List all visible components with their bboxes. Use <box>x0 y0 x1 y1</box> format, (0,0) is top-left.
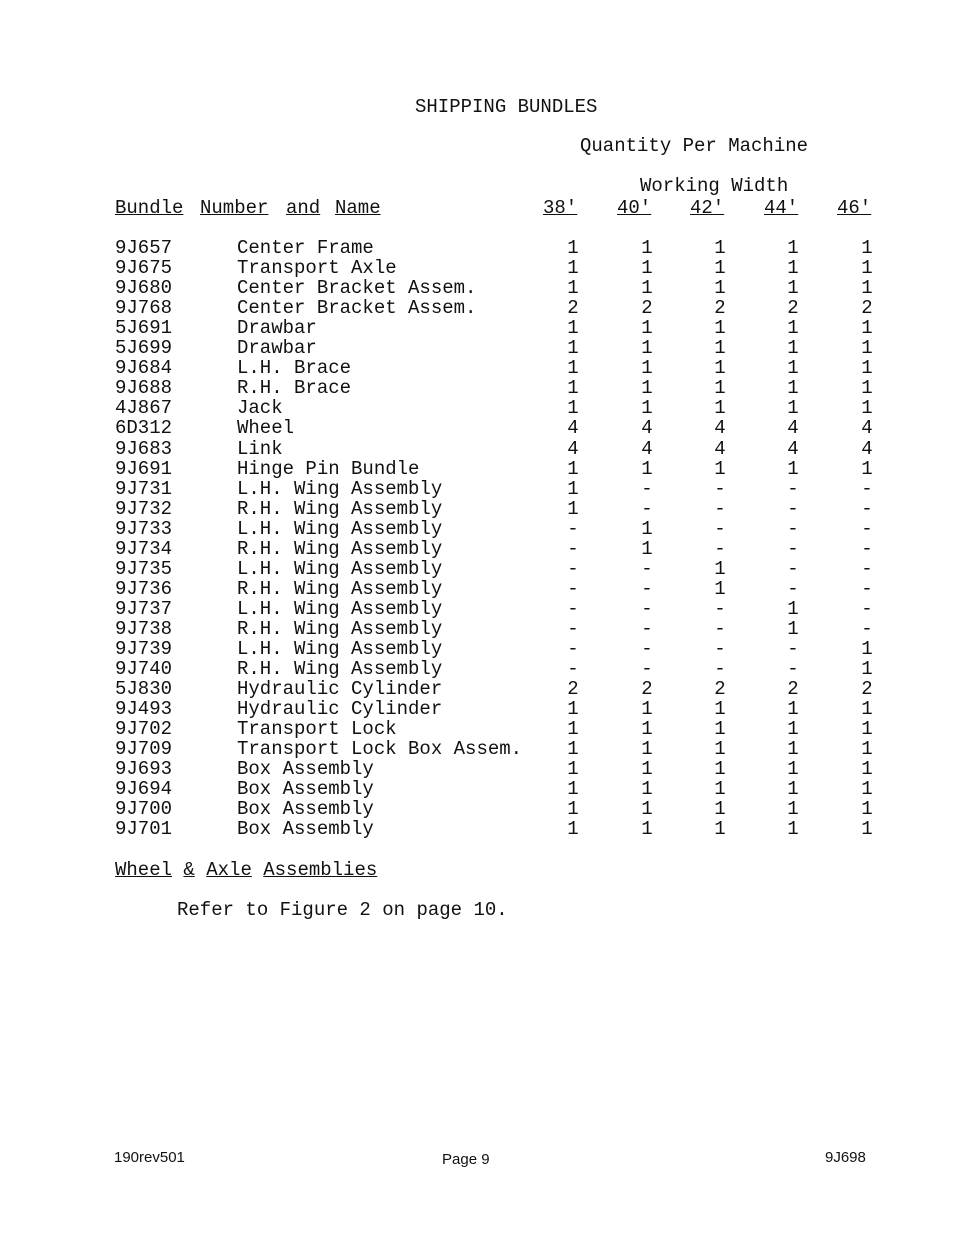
qty-46ft: 1 <box>861 698 873 720</box>
table-row <box>0 378 954 398</box>
qty-46ft: 1 <box>861 718 873 740</box>
qty-42ft: - <box>714 518 726 540</box>
qty-44ft: 1 <box>787 758 799 780</box>
qty-42ft: - <box>714 538 726 560</box>
qty-46ft: 1 <box>861 778 873 800</box>
qty-40ft: 1 <box>641 538 653 560</box>
qty-40ft: 1 <box>641 277 653 299</box>
section-heading <box>115 860 377 880</box>
qty-42ft: 1 <box>714 738 726 760</box>
bundle-number: 9J768 <box>115 297 173 319</box>
bundle-name: L.H. Wing Assembly <box>237 638 443 660</box>
table-row <box>0 579 954 599</box>
bundle-number: 9J736 <box>115 578 173 600</box>
qty-44ft: - <box>787 658 799 680</box>
qty-46ft: 1 <box>861 337 873 359</box>
qty-42ft: 1 <box>714 758 726 780</box>
qty-40ft: - <box>641 638 653 660</box>
qty-42ft: - <box>714 498 726 520</box>
qty-44ft: - <box>787 518 799 540</box>
qty-42ft: 1 <box>714 337 726 359</box>
qty-40ft: 1 <box>641 397 653 419</box>
qty-40ft: 4 <box>641 438 653 460</box>
table-row <box>0 418 954 438</box>
header-and: and <box>286 197 321 219</box>
qty-46ft: 1 <box>861 658 873 680</box>
qty-44ft: 1 <box>787 377 799 399</box>
qty-42ft: 2 <box>714 297 726 319</box>
bundle-name: L.H. Wing Assembly <box>237 598 443 620</box>
bundle-number: 5J699 <box>115 337 173 359</box>
qty-44ft: 1 <box>787 397 799 419</box>
header-width-44: 44' <box>764 197 799 219</box>
qty-46ft: 1 <box>861 357 873 379</box>
bundle-name: Wheel <box>237 417 295 439</box>
qty-42ft: 1 <box>714 558 726 580</box>
table-row <box>0 519 954 539</box>
qty-40ft: - <box>641 478 653 500</box>
qty-46ft: 1 <box>861 638 873 660</box>
qty-44ft: 1 <box>787 798 799 820</box>
qty-44ft: 2 <box>787 678 799 700</box>
footer-part-number: 9J698 <box>825 1149 866 1166</box>
working-width-heading: Working Width <box>640 175 789 197</box>
table-row <box>0 799 954 819</box>
qty-42ft: 2 <box>714 678 726 700</box>
bundle-name: R.H. Wing Assembly <box>237 538 443 560</box>
header-width-42: 42' <box>690 197 725 219</box>
footer-page-number: Page 9 <box>442 1151 490 1168</box>
qty-44ft: 1 <box>787 718 799 740</box>
qty-38ft: 1 <box>567 397 579 419</box>
qty-42ft: - <box>714 618 726 640</box>
section-word-wheel: Wheel <box>115 859 173 881</box>
qty-40ft: 2 <box>641 297 653 319</box>
table-row <box>0 358 954 378</box>
bundle-number: 9J733 <box>115 518 173 540</box>
qty-44ft: 1 <box>787 357 799 379</box>
qty-46ft: 1 <box>861 798 873 820</box>
qty-46ft: - <box>861 478 873 500</box>
bundle-name: Transport Axle <box>237 257 397 279</box>
qty-40ft: 1 <box>641 337 653 359</box>
bundle-number: 9J657 <box>115 237 173 259</box>
qty-40ft: 2 <box>641 678 653 700</box>
table-row <box>0 338 954 358</box>
qty-38ft: 1 <box>567 478 579 500</box>
table-row <box>0 238 954 258</box>
bundle-name: R.H. Wing Assembly <box>237 658 443 680</box>
section-word-amp: & <box>183 859 195 881</box>
qty-42ft: 1 <box>714 237 726 259</box>
qty-46ft: - <box>861 558 873 580</box>
bundle-name: Box Assembly <box>237 798 374 820</box>
bundle-name: L.H. Wing Assembly <box>237 558 443 580</box>
qty-46ft: 4 <box>861 438 873 460</box>
qty-46ft: 1 <box>861 237 873 259</box>
qty-38ft: 1 <box>567 718 579 740</box>
table-row <box>0 318 954 338</box>
qty-38ft: 1 <box>567 277 579 299</box>
table-row <box>0 819 954 839</box>
qty-40ft: 1 <box>641 377 653 399</box>
bundle-name: L.H. Wing Assembly <box>237 478 443 500</box>
qty-40ft: - <box>641 658 653 680</box>
bundle-number: 5J830 <box>115 678 173 700</box>
table-row <box>0 679 954 699</box>
bundle-name: Transport Lock Box Assem. <box>237 738 523 760</box>
qty-46ft: - <box>861 598 873 620</box>
bundle-number: 9J731 <box>115 478 173 500</box>
qty-46ft: 1 <box>861 818 873 840</box>
qty-42ft: 1 <box>714 778 726 800</box>
qty-38ft: - <box>567 558 579 580</box>
bundle-name: L.H. Brace <box>237 357 352 379</box>
table-row <box>0 278 954 298</box>
qty-40ft: - <box>641 578 653 600</box>
bundle-name: R.H. Wing Assembly <box>237 618 443 640</box>
bundle-number: 9J701 <box>115 818 173 840</box>
bundle-number: 5J691 <box>115 317 173 339</box>
header-width-46: 46' <box>837 197 872 219</box>
qty-38ft: 1 <box>567 758 579 780</box>
qty-42ft: 1 <box>714 377 726 399</box>
bundle-number: 9J709 <box>115 738 173 760</box>
qty-44ft: - <box>787 558 799 580</box>
qty-44ft: 1 <box>787 337 799 359</box>
bundle-number: 9J684 <box>115 357 173 379</box>
table-row <box>0 398 954 418</box>
table-row <box>0 659 954 679</box>
qty-38ft: 1 <box>567 257 579 279</box>
bundle-number: 9J700 <box>115 798 173 820</box>
qty-38ft: 2 <box>567 297 579 319</box>
bundle-name: Jack <box>237 397 283 419</box>
table-row <box>0 439 954 459</box>
qty-40ft: 1 <box>641 778 653 800</box>
qty-46ft: - <box>861 578 873 600</box>
qty-46ft: - <box>861 498 873 520</box>
bundle-name: Drawbar <box>237 317 317 339</box>
bundle-name: Center Bracket Assem. <box>237 277 477 299</box>
table-row <box>0 599 954 619</box>
qty-42ft: 1 <box>714 818 726 840</box>
qty-38ft: 1 <box>567 458 579 480</box>
bundle-name: Transport Lock <box>237 718 397 740</box>
bundle-name: Box Assembly <box>237 758 374 780</box>
qty-40ft: 1 <box>641 237 653 259</box>
qty-46ft: - <box>861 618 873 640</box>
section-note: Refer to Figure 2 on page 10. <box>177 899 508 921</box>
qty-42ft: 1 <box>714 698 726 720</box>
qty-40ft: 1 <box>641 518 653 540</box>
table-row <box>0 258 954 278</box>
qty-38ft: 1 <box>567 317 579 339</box>
qty-46ft: 1 <box>861 738 873 760</box>
qty-38ft: - <box>567 578 579 600</box>
qty-44ft: 2 <box>787 297 799 319</box>
qty-40ft: 1 <box>641 718 653 740</box>
qty-40ft: 1 <box>641 317 653 339</box>
qty-42ft: 1 <box>714 578 726 600</box>
qty-44ft: 1 <box>787 778 799 800</box>
qty-38ft: 1 <box>567 818 579 840</box>
qty-40ft: 1 <box>641 357 653 379</box>
qty-38ft: 1 <box>567 778 579 800</box>
qty-42ft: 1 <box>714 257 726 279</box>
qty-46ft: 1 <box>861 397 873 419</box>
qty-46ft: - <box>861 518 873 540</box>
quantity-heading: Quantity Per Machine <box>580 135 809 157</box>
qty-44ft: - <box>787 478 799 500</box>
qty-44ft: 1 <box>787 458 799 480</box>
qty-42ft: - <box>714 658 726 680</box>
bundle-number: 9J734 <box>115 538 173 560</box>
bundle-name: R.H. Wing Assembly <box>237 578 443 600</box>
qty-38ft: 1 <box>567 237 579 259</box>
qty-38ft: - <box>567 598 579 620</box>
qty-38ft: 1 <box>567 738 579 760</box>
qty-44ft: 1 <box>787 738 799 760</box>
bundle-name: Box Assembly <box>237 818 374 840</box>
column-header-row <box>0 198 954 218</box>
qty-40ft: 1 <box>641 257 653 279</box>
qty-38ft: 1 <box>567 357 579 379</box>
qty-38ft: 2 <box>567 678 579 700</box>
table-row <box>0 719 954 739</box>
qty-42ft: 1 <box>714 317 726 339</box>
bundle-number: 9J738 <box>115 618 173 640</box>
bundle-name: Hinge Pin Bundle <box>237 458 420 480</box>
qty-44ft: - <box>787 538 799 560</box>
table-row <box>0 739 954 759</box>
table-row <box>0 479 954 499</box>
bundle-number: 9J740 <box>115 658 173 680</box>
qty-38ft: - <box>567 518 579 540</box>
table-row <box>0 298 954 318</box>
qty-42ft: 1 <box>714 397 726 419</box>
bundle-number: 9J680 <box>115 277 173 299</box>
qty-38ft: - <box>567 638 579 660</box>
qty-40ft: 4 <box>641 417 653 439</box>
qty-40ft: 1 <box>641 798 653 820</box>
qty-38ft: 1 <box>567 337 579 359</box>
qty-46ft: 1 <box>861 458 873 480</box>
qty-44ft: 4 <box>787 438 799 460</box>
qty-40ft: - <box>641 498 653 520</box>
qty-44ft: 1 <box>787 698 799 720</box>
qty-38ft: - <box>567 538 579 560</box>
bundle-number: 9J691 <box>115 458 173 480</box>
bundle-number: 4J867 <box>115 397 173 419</box>
header-name: Name <box>335 197 381 219</box>
bundle-number: 9J737 <box>115 598 173 620</box>
table-row <box>0 459 954 479</box>
qty-40ft: 1 <box>641 458 653 480</box>
qty-46ft: 1 <box>861 758 873 780</box>
qty-44ft: 1 <box>787 818 799 840</box>
qty-46ft: 4 <box>861 417 873 439</box>
qty-40ft: 1 <box>641 818 653 840</box>
table-row <box>0 619 954 639</box>
qty-46ft: 2 <box>861 678 873 700</box>
bundle-number: 9J694 <box>115 778 173 800</box>
qty-44ft: 1 <box>787 237 799 259</box>
qty-42ft: 4 <box>714 438 726 460</box>
header-width-40: 40' <box>617 197 652 219</box>
bundle-name: Drawbar <box>237 337 317 359</box>
qty-46ft: 1 <box>861 257 873 279</box>
bundle-number: 9J732 <box>115 498 173 520</box>
qty-44ft: - <box>787 578 799 600</box>
qty-42ft: - <box>714 478 726 500</box>
table-row <box>0 539 954 559</box>
bundle-name: Hydraulic Cylinder <box>237 678 443 700</box>
table-row <box>0 499 954 519</box>
section-word-assemblies: Assemblies <box>263 859 378 881</box>
bundle-name: Center Bracket Assem. <box>237 297 477 319</box>
bundle-number: 9J693 <box>115 758 173 780</box>
qty-40ft: - <box>641 558 653 580</box>
bundle-number: 9J735 <box>115 558 173 580</box>
table-row <box>0 699 954 719</box>
footer-revision: 190rev501 <box>114 1149 185 1166</box>
table-row <box>0 559 954 579</box>
qty-42ft: 1 <box>714 718 726 740</box>
bundle-name: Box Assembly <box>237 778 374 800</box>
qty-42ft: 1 <box>714 458 726 480</box>
qty-44ft: 1 <box>787 277 799 299</box>
qty-40ft: - <box>641 598 653 620</box>
qty-38ft: 1 <box>567 698 579 720</box>
qty-38ft: - <box>567 658 579 680</box>
table-row <box>0 639 954 659</box>
qty-42ft: 1 <box>714 357 726 379</box>
qty-40ft: 1 <box>641 758 653 780</box>
qty-46ft: 1 <box>861 377 873 399</box>
qty-44ft: 1 <box>787 257 799 279</box>
bundle-name: R.H. Wing Assembly <box>237 498 443 520</box>
bundle-name: R.H. Brace <box>237 377 352 399</box>
header-width-38: 38' <box>543 197 578 219</box>
table-row <box>0 779 954 799</box>
qty-38ft: 1 <box>567 377 579 399</box>
qty-44ft: 1 <box>787 317 799 339</box>
qty-44ft: - <box>787 498 799 520</box>
bundle-number: 9J683 <box>115 438 173 460</box>
qty-38ft: 4 <box>567 417 579 439</box>
bundle-number: 6D312 <box>115 417 173 439</box>
qty-42ft: - <box>714 638 726 660</box>
qty-46ft: 1 <box>861 317 873 339</box>
page-title: SHIPPING BUNDLES <box>415 96 598 118</box>
qty-40ft: - <box>641 618 653 640</box>
qty-42ft: 1 <box>714 277 726 299</box>
bundle-name: Center Frame <box>237 237 374 259</box>
qty-44ft: 1 <box>787 618 799 640</box>
bundle-number: 9J688 <box>115 377 173 399</box>
qty-44ft: 4 <box>787 417 799 439</box>
qty-38ft: 4 <box>567 438 579 460</box>
header-number: Number <box>200 197 269 219</box>
bundle-name: Link <box>237 438 283 460</box>
bundle-number: 9J493 <box>115 698 173 720</box>
qty-44ft: 1 <box>787 598 799 620</box>
qty-38ft: 1 <box>567 798 579 820</box>
bundle-number: 9J702 <box>115 718 173 740</box>
qty-44ft: - <box>787 638 799 660</box>
qty-38ft: 1 <box>567 498 579 520</box>
qty-46ft: 2 <box>861 297 873 319</box>
bundle-name: Hydraulic Cylinder <box>237 698 443 720</box>
qty-40ft: 1 <box>641 738 653 760</box>
section-word-axle: Axle <box>206 859 252 881</box>
bundle-number: 9J739 <box>115 638 173 660</box>
qty-46ft: 1 <box>861 277 873 299</box>
qty-46ft: - <box>861 538 873 560</box>
table-row <box>0 759 954 779</box>
qty-42ft: 4 <box>714 417 726 439</box>
qty-40ft: 1 <box>641 698 653 720</box>
bundle-number: 9J675 <box>115 257 173 279</box>
header-bundle: Bundle <box>115 197 184 219</box>
qty-38ft: - <box>567 618 579 640</box>
qty-42ft: 1 <box>714 798 726 820</box>
bundle-name: L.H. Wing Assembly <box>237 518 443 540</box>
qty-42ft: - <box>714 598 726 620</box>
